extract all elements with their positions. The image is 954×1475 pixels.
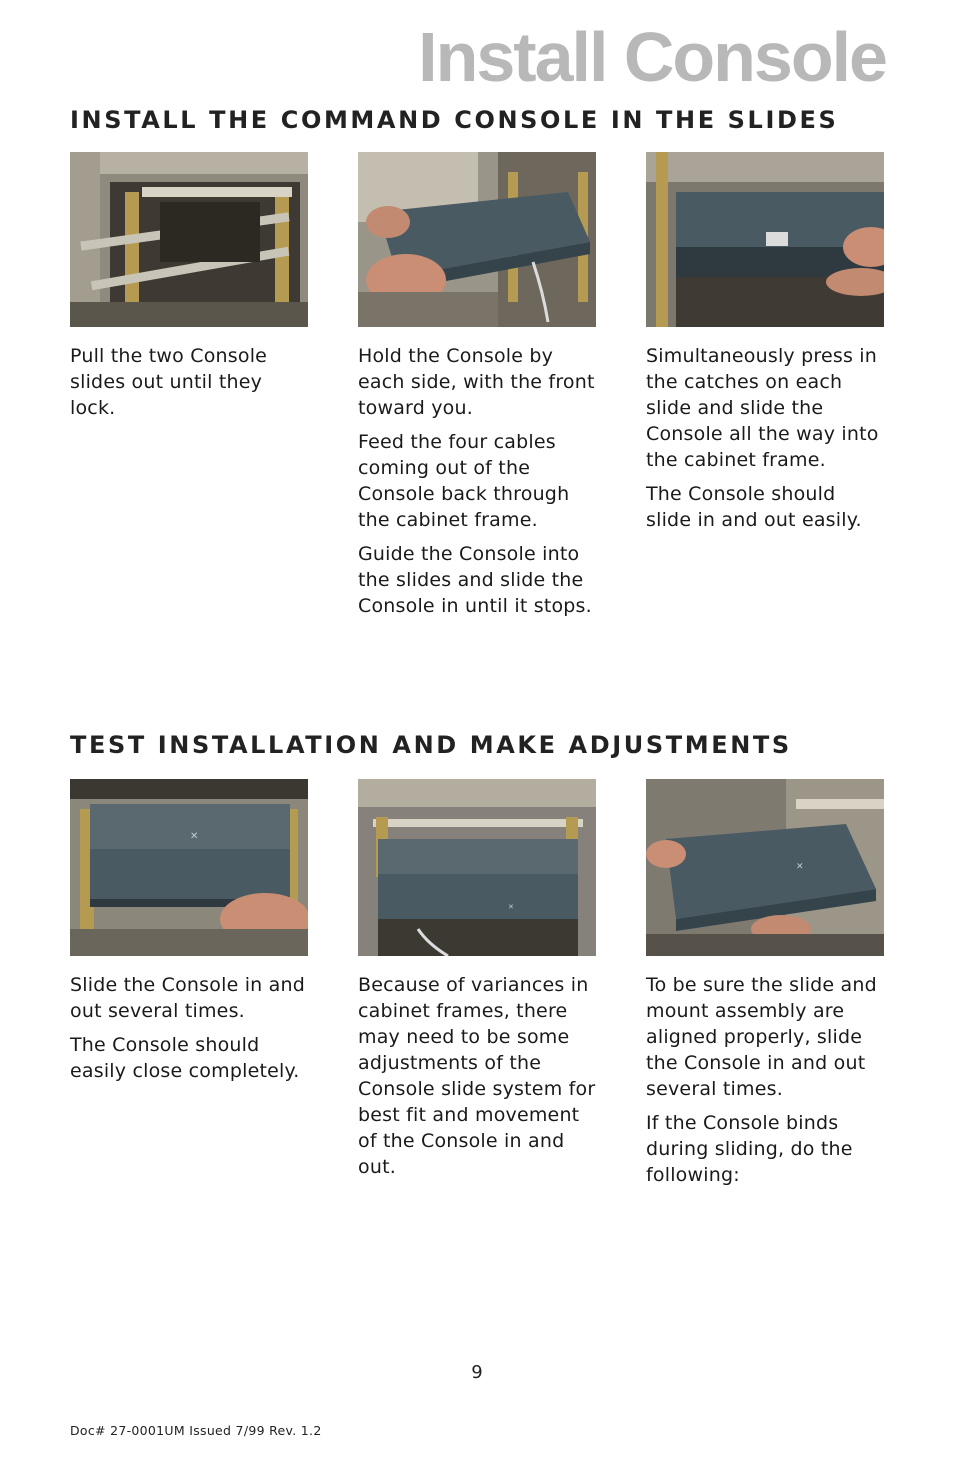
caption-paragraph: Guide the Console into the slides and slide the Console in until it stops.	[358, 543, 592, 617]
photo-console-extended-on-slides	[646, 779, 884, 956]
step-pull-slides	[70, 152, 310, 429]
caption	[646, 343, 886, 533]
step-slide-several-times	[70, 779, 310, 1092]
page-title: Install Console	[418, 18, 886, 96]
caption	[70, 972, 310, 1084]
caption-paragraph: To be sure the slide and mount assembly are aligned properly, slide the Console in and out several times.	[646, 974, 877, 1100]
caption	[646, 972, 886, 1188]
caption-paragraph: Feed the four cables coming out of the Console back through the cabinet frame.	[358, 431, 570, 531]
caption-paragraph: If the Console binds during sliding, do the following:	[646, 1112, 853, 1186]
caption-paragraph: Slide the Console in and out several times.	[70, 974, 305, 1022]
photo-console-closed-in-cabinet	[358, 779, 596, 956]
svg-text:✕: ✕	[508, 903, 514, 911]
caption-paragraph: Hold the Console by each side, with the front toward you.	[358, 345, 595, 419]
section-heading-install: INSTALL THE COMMAND CONSOLE IN THE SLIDES	[70, 106, 839, 134]
photo-pressing-slide-catches	[646, 152, 884, 327]
caption	[358, 972, 598, 1180]
step-hold-console	[358, 152, 598, 627]
footer-doc-info: Doc# 27-0001UM Issued 7/99 Rev. 1.2	[70, 1423, 322, 1438]
step-press-catches	[646, 152, 886, 541]
caption-paragraph: The Console should slide in and out easily.	[646, 483, 862, 531]
caption-paragraph: Simultaneously press in the catches on each slide and slide the Console all the way into the cabinet frame.	[646, 345, 879, 471]
section-heading-test: TEST INSTALLATION AND MAKE ADJUSTMENTS	[70, 731, 792, 759]
svg-text:✕: ✕	[190, 831, 199, 842]
step-align-assembly	[646, 779, 886, 1196]
caption	[70, 343, 310, 421]
step-adjustments	[358, 779, 598, 1188]
page-number: 9	[471, 1362, 483, 1383]
caption	[358, 343, 598, 619]
caption-paragraph: The Console should easily close completely.	[70, 1034, 300, 1082]
photo-sliding-console-in-rack	[70, 779, 308, 956]
photo-hands-holding-console	[358, 152, 596, 327]
photo-cabinet-slides-extended	[70, 152, 308, 327]
caption-paragraph: Because of variances in cabinet frames, there may need to be some adjustments of the Console slide system for best fit and movement of the Console in and out.	[358, 974, 596, 1178]
svg-text:✕: ✕	[796, 862, 804, 872]
caption-paragraph: Pull the two Console slides out until they lock.	[70, 345, 268, 419]
